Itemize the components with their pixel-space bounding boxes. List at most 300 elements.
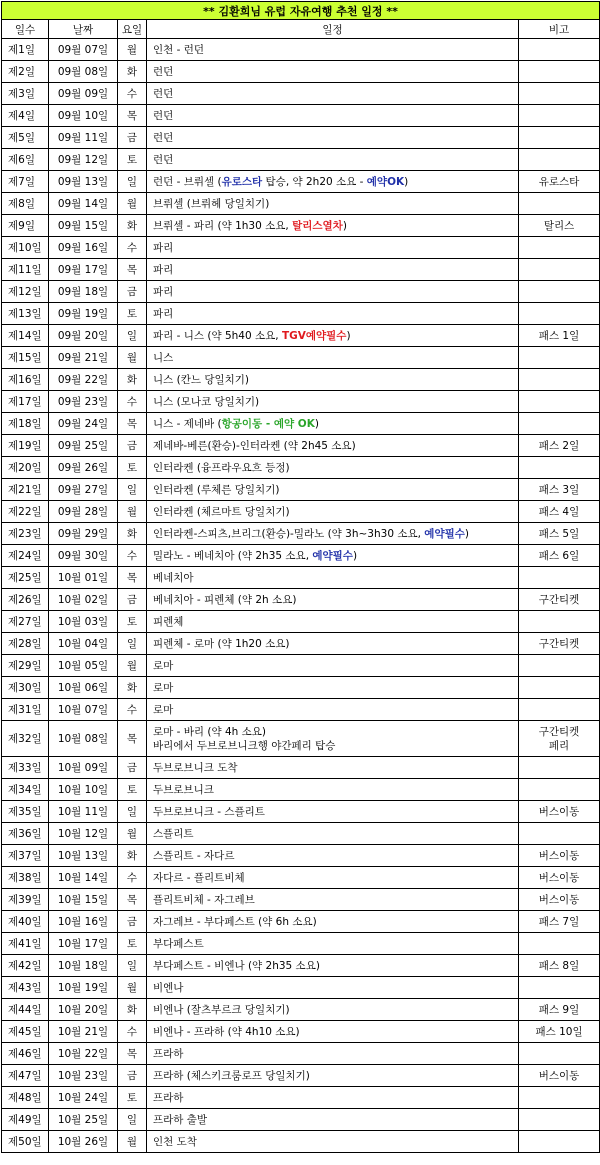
date-cell: 09월 14일 xyxy=(49,193,118,215)
note-text: 패스 9일 xyxy=(538,1003,580,1016)
schedule-text: 프라하 xyxy=(153,1091,184,1104)
weekday-cell: 수 xyxy=(118,699,147,721)
note-cell xyxy=(519,889,600,911)
table-row xyxy=(2,149,600,171)
schedule-text: 파리 xyxy=(153,307,174,320)
date-cell: 09월 30일 xyxy=(49,545,118,567)
weekday-cell: 화 xyxy=(118,369,147,391)
table-row xyxy=(2,1087,600,1109)
day-cell: 제30일 xyxy=(2,677,49,699)
date-cell: 10월 06일 xyxy=(49,677,118,699)
note-text: 패스 8일 xyxy=(538,959,580,972)
date-cell: 10월 18일 xyxy=(49,955,118,977)
weekday-cell: 토 xyxy=(118,933,147,955)
schedule-cell xyxy=(147,721,519,757)
date-cell: 09월 25일 xyxy=(49,435,118,457)
schedule-text: 인터라켄 (융프라우요흐 등정) xyxy=(153,461,290,474)
schedule-text: 피렌체 xyxy=(153,615,184,628)
note-text: 구간티켓 xyxy=(538,593,580,606)
schedule-text: 비엔나 xyxy=(153,981,184,994)
schedule-text: 부다페스트 xyxy=(153,937,204,950)
note-cell xyxy=(519,39,600,61)
schedule-text: ) xyxy=(346,329,351,342)
note-text: 버스이동 xyxy=(538,893,580,906)
date-cell: 10월 17일 xyxy=(49,933,118,955)
table-row xyxy=(2,215,600,237)
note-cell xyxy=(519,779,600,801)
schedule-text: 니스 (칸느 당일치기) xyxy=(153,373,250,386)
table-row xyxy=(2,889,600,911)
table-row xyxy=(2,867,600,889)
schedule-text: 베네치아 - 피렌체 (약 2h 소요) xyxy=(153,593,297,606)
schedule-text: 플리트비체 - 자그레브 xyxy=(153,893,255,906)
table-row xyxy=(2,677,600,699)
table-row xyxy=(2,655,600,677)
day-cell: 제39일 xyxy=(2,889,49,911)
date-cell: 10월 20일 xyxy=(49,999,118,1021)
weekday-cell: 월 xyxy=(118,39,147,61)
weekday-cell: 일 xyxy=(118,479,147,501)
schedule-cell xyxy=(147,501,519,523)
note-cell xyxy=(519,911,600,933)
weekday-cell: 일 xyxy=(118,325,147,347)
schedule-cell xyxy=(147,303,519,325)
note-cell xyxy=(519,149,600,171)
schedule-text: 런던 xyxy=(153,65,174,78)
note-cell xyxy=(519,105,600,127)
note-cell xyxy=(519,867,600,889)
note-text: 패스 4일 xyxy=(538,505,580,518)
note-cell xyxy=(519,823,600,845)
note-cell xyxy=(519,655,600,677)
weekday-cell: 목 xyxy=(118,889,147,911)
schedule-text: 인천 - 런던 xyxy=(153,43,205,56)
day-cell: 제29일 xyxy=(2,655,49,677)
schedule-text: 부다페스트 - 비엔나 (약 2h35 소요) xyxy=(153,959,320,972)
date-cell: 09월 22일 xyxy=(49,369,118,391)
table-row xyxy=(2,83,600,105)
date-cell: 09월 07일 xyxy=(49,39,118,61)
schedule-cell xyxy=(147,105,519,127)
weekday-cell: 월 xyxy=(118,977,147,999)
schedule-text: 스플리트 - 자다르 xyxy=(153,849,235,862)
date-cell: 09월 27일 xyxy=(49,479,118,501)
weekday-cell: 목 xyxy=(118,105,147,127)
note-cell xyxy=(519,977,600,999)
day-cell: 제22일 xyxy=(2,501,49,523)
table-row xyxy=(2,171,600,193)
schedule-text: ) xyxy=(464,527,469,540)
weekday-cell: 목 xyxy=(118,567,147,589)
day-cell: 제20일 xyxy=(2,457,49,479)
day-cell: 제6일 xyxy=(2,149,49,171)
schedule-text: 밀라노 - 베네치아 (약 2h35 소요, xyxy=(153,549,313,562)
table-row xyxy=(2,39,600,61)
weekday-cell: 토 xyxy=(118,457,147,479)
schedule-cell xyxy=(147,589,519,611)
table-row xyxy=(2,823,600,845)
note-text: 패스 7일 xyxy=(538,915,580,928)
schedule-text: 파리 - 니스 (약 5h40 소요, xyxy=(153,329,282,342)
date-cell: 10월 23일 xyxy=(49,1065,118,1087)
note-cell xyxy=(519,721,600,757)
schedule-text: 두브로브니크 도착 xyxy=(153,761,238,774)
schedule-cell xyxy=(147,933,519,955)
day-cell: 제24일 xyxy=(2,545,49,567)
schedule-text: 바리에서 두브로브니크행 야간페리 탑승 xyxy=(153,739,336,752)
weekday-cell: 화 xyxy=(118,61,147,83)
table-row xyxy=(2,193,600,215)
schedule-cell xyxy=(147,1021,519,1043)
schedule-cell xyxy=(147,149,519,171)
day-cell: 제44일 xyxy=(2,999,49,1021)
note-cell xyxy=(519,933,600,955)
schedule-cell xyxy=(147,457,519,479)
weekday-cell: 월 xyxy=(118,655,147,677)
schedule-text: 파리 xyxy=(153,285,174,298)
day-cell: 제37일 xyxy=(2,845,49,867)
header-note: 비고 xyxy=(519,20,600,39)
table-row xyxy=(2,845,600,867)
note-cell xyxy=(519,1131,600,1153)
schedule-text: ) xyxy=(404,175,409,188)
note-text: 페리 xyxy=(548,739,570,752)
table-row xyxy=(2,501,600,523)
day-cell: 제13일 xyxy=(2,303,49,325)
schedule-cell xyxy=(147,677,519,699)
table-row xyxy=(2,801,600,823)
schedule-cell xyxy=(147,567,519,589)
schedule-text: 로마 - 바리 (약 4h 소요) xyxy=(153,725,267,738)
schedule-text: 파리 xyxy=(153,241,174,254)
table-row xyxy=(2,589,600,611)
note-text: 패스 6일 xyxy=(538,549,580,562)
weekday-cell: 화 xyxy=(118,677,147,699)
day-cell: 제21일 xyxy=(2,479,49,501)
schedule-cell xyxy=(147,655,519,677)
table-row xyxy=(2,699,600,721)
day-cell: 제31일 xyxy=(2,699,49,721)
schedule-cell xyxy=(147,611,519,633)
schedule-text: 비엔나 (잘츠부르크 당일치기) xyxy=(153,1003,290,1016)
note-cell xyxy=(519,545,600,567)
header-day: 일수 xyxy=(2,20,49,39)
schedule-text: 프라하 xyxy=(153,1047,184,1060)
weekday-cell: 화 xyxy=(118,523,147,545)
day-cell: 제48일 xyxy=(2,1087,49,1109)
schedule-text: 런던 xyxy=(153,109,174,122)
date-cell: 10월 13일 xyxy=(49,845,118,867)
schedule-cell xyxy=(147,911,519,933)
weekday-cell: 토 xyxy=(118,303,147,325)
schedule-cell xyxy=(147,757,519,779)
day-cell: 제10일 xyxy=(2,237,49,259)
table-row xyxy=(2,259,600,281)
note-text: 패스 1일 xyxy=(538,329,580,342)
date-cell: 10월 15일 xyxy=(49,889,118,911)
day-cell: 제18일 xyxy=(2,413,49,435)
schedule-cell xyxy=(147,1087,519,1109)
note-cell xyxy=(519,699,600,721)
table-row xyxy=(2,545,600,567)
schedule-cell xyxy=(147,699,519,721)
table-row xyxy=(2,633,600,655)
weekday-cell: 토 xyxy=(118,611,147,633)
weekday-cell: 토 xyxy=(118,149,147,171)
day-cell: 제26일 xyxy=(2,589,49,611)
schedule-text: 니스 xyxy=(153,351,174,364)
day-cell: 제50일 xyxy=(2,1131,49,1153)
header-weekday: 요일 xyxy=(118,20,147,39)
date-cell: 10월 24일 xyxy=(49,1087,118,1109)
schedule-cell xyxy=(147,171,519,193)
schedule-text: 니스 - 제네바 ( xyxy=(153,417,222,430)
weekday-cell: 토 xyxy=(118,779,147,801)
date-cell: 10월 25일 xyxy=(49,1109,118,1131)
schedule-text: 자그레브 - 부다페스트 (약 6h 소요) xyxy=(153,915,317,928)
note-text: 패스 5일 xyxy=(538,527,580,540)
note-text: 패스 3일 xyxy=(538,483,580,496)
note-text: 유로스타 xyxy=(538,175,580,188)
date-cell: 09월 19일 xyxy=(49,303,118,325)
note-cell xyxy=(519,61,600,83)
date-cell: 09월 18일 xyxy=(49,281,118,303)
day-cell: 제33일 xyxy=(2,757,49,779)
table-row xyxy=(2,977,600,999)
note-cell xyxy=(519,325,600,347)
weekday-cell: 월 xyxy=(118,823,147,845)
note-text: 버스이동 xyxy=(538,805,580,818)
schedule-text: 두브로브니크 xyxy=(153,783,214,796)
schedule-text: 자다르 - 플리트비체 xyxy=(153,871,245,884)
date-cell: 10월 19일 xyxy=(49,977,118,999)
highlight-text: 예약필수 xyxy=(424,527,465,540)
note-cell xyxy=(519,391,600,413)
schedule-cell xyxy=(147,845,519,867)
date-cell: 10월 10일 xyxy=(49,779,118,801)
note-cell xyxy=(519,303,600,325)
schedule-text: 인터라켄 (루체른 당일치기) xyxy=(153,483,280,496)
note-text: 버스이동 xyxy=(538,871,580,884)
schedule-cell xyxy=(147,779,519,801)
note-cell xyxy=(519,215,600,237)
note-cell xyxy=(519,1043,600,1065)
note-text: 버스이동 xyxy=(538,849,580,862)
note-text: 구간티켓 xyxy=(538,637,580,650)
table-row xyxy=(2,61,600,83)
note-cell xyxy=(519,955,600,977)
weekday-cell: 목 xyxy=(118,1043,147,1065)
schedule-cell xyxy=(147,801,519,823)
table-row xyxy=(2,127,600,149)
weekday-cell: 월 xyxy=(118,193,147,215)
note-text: 버스이동 xyxy=(538,1069,580,1082)
highlight-text: 탈리스열차 xyxy=(292,219,343,232)
date-cell: 10월 03일 xyxy=(49,611,118,633)
page-title: ** 김환희님 유럽 자유여행 추천 일정 ** xyxy=(2,2,600,20)
day-cell: 제34일 xyxy=(2,779,49,801)
schedule-text: 스플리트 xyxy=(153,827,194,840)
highlight-text: 예약OK xyxy=(366,175,405,188)
note-text: 패스 10일 xyxy=(535,1025,583,1038)
schedule-text: ) xyxy=(314,417,319,430)
date-cell: 09월 20일 xyxy=(49,325,118,347)
date-cell: 09월 13일 xyxy=(49,171,118,193)
day-cell: 제25일 xyxy=(2,567,49,589)
weekday-cell: 화 xyxy=(118,215,147,237)
schedule-text: 피렌체 - 로마 (약 1h20 소요) xyxy=(153,637,290,650)
schedule-text: 브뤼셀 (브뤼헤 당일치기) xyxy=(153,197,270,210)
weekday-cell: 화 xyxy=(118,845,147,867)
table-row xyxy=(2,237,600,259)
note-cell xyxy=(519,757,600,779)
day-cell: 제32일 xyxy=(2,721,49,757)
schedule-text: 인천 도착 xyxy=(153,1135,197,1148)
table-row xyxy=(2,105,600,127)
highlight-text: 항공이동 - 예약 OK xyxy=(221,417,315,430)
schedule-cell xyxy=(147,347,519,369)
schedule-cell xyxy=(147,955,519,977)
note-cell xyxy=(519,523,600,545)
note-cell xyxy=(519,413,600,435)
schedule-text: 베네치아 xyxy=(153,571,194,584)
day-cell: 제41일 xyxy=(2,933,49,955)
schedule-cell xyxy=(147,435,519,457)
note-cell xyxy=(519,457,600,479)
date-cell: 10월 04일 xyxy=(49,633,118,655)
schedule-text: 인터라켄-스피츠,브리그(환승)-밀라노 (약 3h~3h30 소요, xyxy=(153,527,425,540)
header-date: 날짜 xyxy=(49,20,118,39)
weekday-cell: 일 xyxy=(118,801,147,823)
note-cell xyxy=(519,633,600,655)
day-cell: 제45일 xyxy=(2,1021,49,1043)
day-cell: 제9일 xyxy=(2,215,49,237)
date-cell: 09월 26일 xyxy=(49,457,118,479)
date-cell: 10월 22일 xyxy=(49,1043,118,1065)
date-cell: 09월 10일 xyxy=(49,105,118,127)
note-cell xyxy=(519,259,600,281)
schedule-cell xyxy=(147,889,519,911)
date-cell: 09월 09일 xyxy=(49,83,118,105)
schedule-cell xyxy=(147,999,519,1021)
schedule-text: ) xyxy=(342,219,347,232)
schedule-cell xyxy=(147,633,519,655)
note-cell xyxy=(519,479,600,501)
schedule-cell xyxy=(147,823,519,845)
date-cell: 09월 17일 xyxy=(49,259,118,281)
table-row xyxy=(2,523,600,545)
table-row xyxy=(2,567,600,589)
date-cell: 09월 16일 xyxy=(49,237,118,259)
day-cell: 제43일 xyxy=(2,977,49,999)
weekday-cell: 금 xyxy=(118,1065,147,1087)
title-row xyxy=(2,2,600,20)
weekday-cell: 일 xyxy=(118,171,147,193)
weekday-cell: 수 xyxy=(118,83,147,105)
date-cell: 10월 08일 xyxy=(49,721,118,757)
note-cell xyxy=(519,127,600,149)
day-cell: 제3일 xyxy=(2,83,49,105)
day-cell: 제17일 xyxy=(2,391,49,413)
highlight-text: 유로스타 xyxy=(221,175,263,188)
date-cell: 09월 29일 xyxy=(49,523,118,545)
note-cell xyxy=(519,435,600,457)
weekday-cell: 월 xyxy=(118,347,147,369)
weekday-cell: 수 xyxy=(118,391,147,413)
weekday-cell: 금 xyxy=(118,435,147,457)
day-cell: 제16일 xyxy=(2,369,49,391)
day-cell: 제46일 xyxy=(2,1043,49,1065)
schedule-cell xyxy=(147,545,519,567)
schedule-cell xyxy=(147,215,519,237)
weekday-cell: 수 xyxy=(118,867,147,889)
day-cell: 제36일 xyxy=(2,823,49,845)
schedule-text: 프라하 (체스키크룸로프 당일치기) xyxy=(153,1069,310,1082)
highlight-text: 예약필수 xyxy=(312,549,353,562)
schedule-text: 로마 xyxy=(153,681,174,694)
table-row xyxy=(2,721,600,757)
schedule-text: 파리 xyxy=(153,263,174,276)
date-cell: 10월 12일 xyxy=(49,823,118,845)
note-cell xyxy=(519,193,600,215)
schedule-cell xyxy=(147,523,519,545)
date-cell: 09월 21일 xyxy=(49,347,118,369)
schedule-cell xyxy=(147,61,519,83)
table-row xyxy=(2,303,600,325)
date-cell: 09월 28일 xyxy=(49,501,118,523)
schedule-text: 로마 xyxy=(153,703,174,716)
day-cell: 제4일 xyxy=(2,105,49,127)
note-cell xyxy=(519,567,600,589)
note-cell xyxy=(519,1087,600,1109)
note-cell xyxy=(519,369,600,391)
table-row xyxy=(2,391,600,413)
schedule-cell xyxy=(147,1043,519,1065)
table-row xyxy=(2,1021,600,1043)
header-schedule: 일정 xyxy=(147,20,519,39)
date-cell: 10월 09일 xyxy=(49,757,118,779)
date-cell: 09월 23일 xyxy=(49,391,118,413)
schedule-text: 런던 xyxy=(153,87,174,100)
date-cell: 10월 05일 xyxy=(49,655,118,677)
day-cell: 제27일 xyxy=(2,611,49,633)
header-row xyxy=(2,20,600,39)
weekday-cell: 금 xyxy=(118,589,147,611)
day-cell: 제7일 xyxy=(2,171,49,193)
date-cell: 10월 21일 xyxy=(49,1021,118,1043)
date-cell: 10월 26일 xyxy=(49,1131,118,1153)
weekday-cell: 목 xyxy=(118,413,147,435)
note-cell xyxy=(519,237,600,259)
weekday-cell: 화 xyxy=(118,999,147,1021)
note-cell xyxy=(519,611,600,633)
schedule-text: ) xyxy=(352,549,358,562)
schedule-cell xyxy=(147,237,519,259)
day-cell: 제28일 xyxy=(2,633,49,655)
schedule-cell xyxy=(147,259,519,281)
table-row xyxy=(2,479,600,501)
weekday-cell: 금 xyxy=(118,281,147,303)
table-row xyxy=(2,1109,600,1131)
weekday-cell: 일 xyxy=(118,955,147,977)
schedule-text: 제네바-베른(환승)-인터라켄 (약 2h45 소요) xyxy=(153,439,356,452)
highlight-text: TGV예약필수 xyxy=(281,329,347,342)
weekday-cell: 금 xyxy=(118,757,147,779)
table-row xyxy=(2,611,600,633)
weekday-cell: 수 xyxy=(118,1021,147,1043)
note-cell xyxy=(519,845,600,867)
note-cell xyxy=(519,171,600,193)
